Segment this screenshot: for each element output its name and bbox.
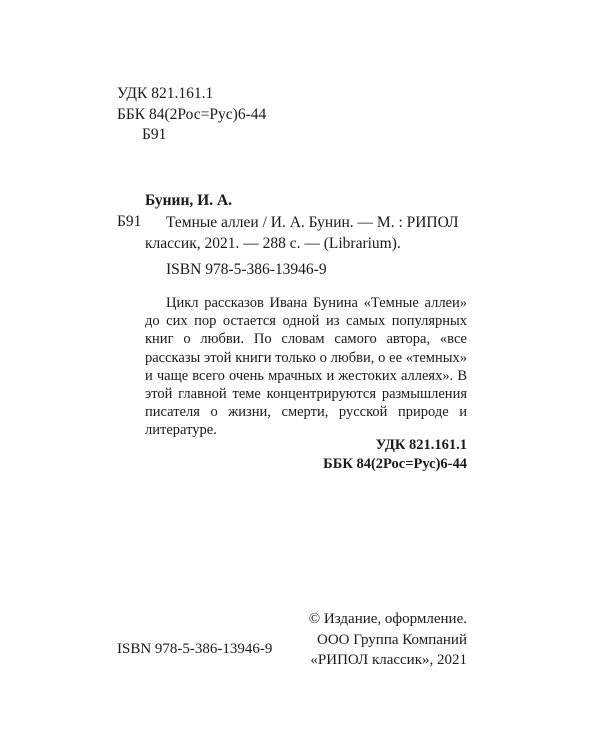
udk-code: УДК 821.161.1 <box>117 85 214 102</box>
bbk-code: ББК 84(2Рос=Рус)6-44 <box>117 105 267 123</box>
biblio-line-1: Темные аллеи / И. А. Бунин. — М. : РИПОЛ <box>166 214 459 231</box>
classification-codes-bold <box>323 436 467 474</box>
author-mark: Б91 <box>142 126 167 143</box>
author-heading: Бунин, И. А. <box>145 192 233 209</box>
biblio-line-2: классик, 2021. — 288 с. — (Librarium). <box>145 234 401 252</box>
copyright-block <box>309 609 467 671</box>
copyright-line-1: © Издание, оформление. <box>308 611 467 627</box>
bbk-code-bold: ББК 84(2Рос=Рус)6-44 <box>323 456 467 472</box>
isbn-footer: ISBN 978-5-386-13946-9 <box>117 641 273 657</box>
annotation-text: Цикл рассказов Ивана Бунина «Темные аллеи» до сих пор остается одной из самых популярных книг о любви. По словам самого автора, «все рассказы этой книги только о любви, о ее «темных» и чаще всего очень мрачных и жестоких аллеях». В этой главной теме концентрируются размышления писателя о жизни, смерти, русской природе и литературе. <box>145 295 467 439</box>
bibliographic-description <box>145 213 459 254</box>
copyright-line-3: «РИПОЛ классик», 2021 <box>310 652 467 668</box>
copyright-line-2: ООО Группа Компаний <box>317 631 467 648</box>
classification-codes <box>117 84 266 146</box>
annotation <box>145 294 467 440</box>
udk-code-bold: УДК 821.161.1 <box>375 437 467 453</box>
isbn-entry: ISBN 978-5-386-13946-9 <box>166 261 327 278</box>
entry-author-mark: Б91 <box>117 213 142 230</box>
